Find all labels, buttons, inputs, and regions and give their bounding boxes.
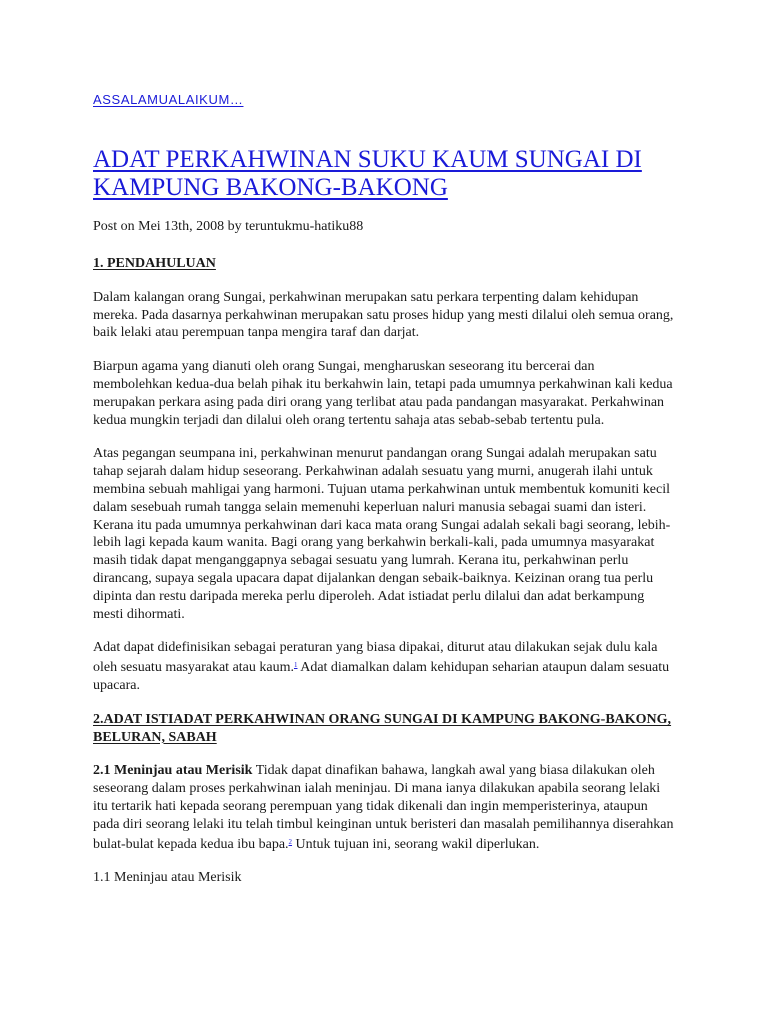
paragraph: 1.1 Meninjau atau Merisik (93, 870, 242, 886)
paragraph (93, 639, 675, 694)
paragraph-text: Adat diamalkan dalam kehidupan seharian ataupun dalam sesuatu upacara. (93, 660, 670, 693)
paragraph (93, 762, 675, 853)
paragraph: Dalam kalangan orang Sungai, perkahwinan merupakan satu perkara terpenting dalam kehidupan mereka. Pada dasarnya perkahwinan merupakan satu proses hidup yang mesti dilalui oleh semua orang, baik lelaki atau perempuan tanpa mengira taraf dan darjat. (93, 289, 674, 341)
post-meta: Post on Mei 13th, 2008 by teruntukmu-hatiku88 (93, 219, 364, 234)
section-heading (93, 255, 675, 273)
paragraph: Atas pegangan seumpana ini, perkahwinan menurut pandangan orang Sungai adalah merupakan satu tahap sejarah dalam hidup seseorang. Perkahwinan adalah sesuatu yang murni, anugerah ilahi untuk membina sebuah mahligai yang harmoni. Tujuan utama perkahwinan untuk membentuk komuniti kecil dalam sesebuah rumah tangga selain memenuhi keperluan naluri manusia sebagai suami dan isteri. Kerana itu pada umumnya perkahwinan dari kaca mata orang Sungai adalah sekali bagi seorang, lebih-lebih lagi kepada kaum wanita. Bagi orang yang berkahwin berkali-kali, pada umumnya masyarakat masih tidak dapat menganggapnya sebagai sesuatu yang lumrah. Kerana itu, perkahwinan perlu dirancang, supaya segala upacara dapat dijalankan dengan sebaik-baiknya. Keizinan orang tua perlu dipinta dan restu daripada mereka perlu diperoleh. Adat istiadat perlu dilalui dan adat berkampung mesti dihormati. (93, 446, 671, 622)
greeting-link[interactable]: ASSALAMUALAIKUM… (93, 92, 244, 107)
subsection-label: 2.1 Meninjau atau Merisik (93, 763, 253, 779)
paragraph-text: Untuk tujuan ini, seorang wakil diperlukan. (292, 836, 540, 852)
article-title-link[interactable]: ADAT PERKAHWINAN SUKU KAUM SUNGAI DI KAMPUNG BAKONG-BAKONG (93, 146, 642, 201)
paragraph-text: Adat dapat didefinisikan sebagai peraturan yang biasa dipakai, diturut atau dilakukan sejak dulu kala oleh sesuatu masyarakat atau kaum. (93, 640, 658, 676)
paragraph: Biarpun agama yang dianuti oleh orang Sungai, mengharuskan seseorang itu bercerai dan membolehkan kedua-dua belah pihak itu berkahwin lain, tetapi pada umumnya perkahwinan kali kedua merupakan perkara asing pada diri orang yang terlibat atau pada pandangan masyarakat. Perkahwinan kedua mungkin terjadi dan dilalui oleh orang tertentu sahaja atas sebab-sebab tertentu pula. (93, 359, 673, 428)
section-heading (93, 711, 675, 747)
footnote-link[interactable]: 1 (293, 661, 298, 670)
paragraph-text: Tidak dapat dinafikan bahawa, langkah awal yang biasa dilakukan oleh seseorang dalam proses perkahwinan ialah meninjau. Di mana ianya dilakukan apabila seorang lelaki itu tertarik hati kepada seorang perempuan yang tidak dikenali dan ingin memperisterinya, ataupun pada diri seorang lelaki itu telah timbul keinginan untuk beristeri dan masalah pemilihannya diserahkan bulat-bulat kepada kedua ibu bapa. (93, 763, 674, 852)
article-body (93, 255, 675, 903)
footnote-link[interactable]: 2 (288, 837, 293, 846)
section1-heading: 1. PENDAHULUAN (93, 256, 216, 271)
section2-heading: 2.ADAT ISTIADAT PERKAHWINAN ORANG SUNGAI DI KAMPUNG BAKONG-BAKONG, BELURAN, SABAH (93, 711, 672, 745)
